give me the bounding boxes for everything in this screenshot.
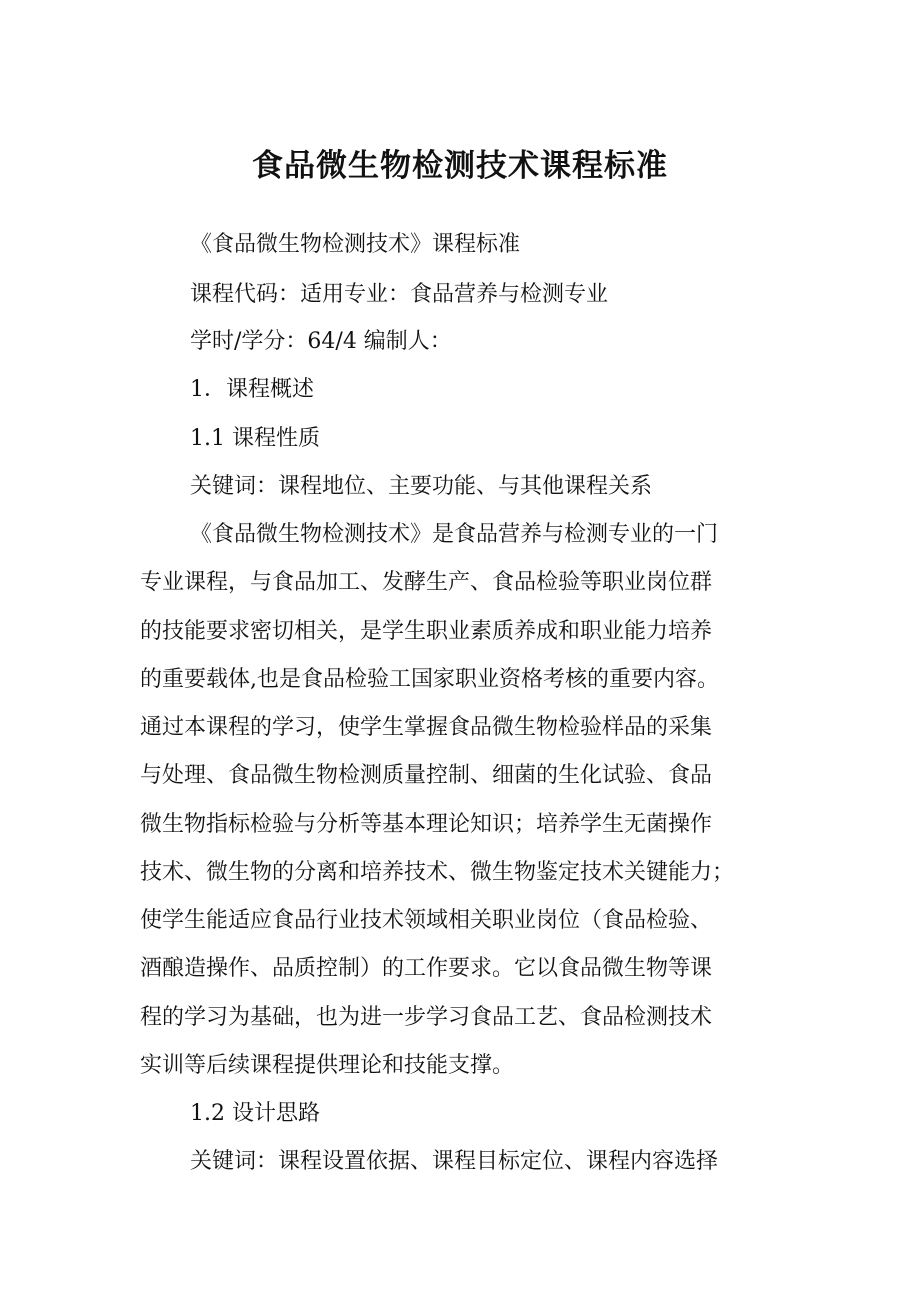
paragraph-line: 酒酿造操作、品质控制）的工作要求。它以食品微生物等课 [140,956,713,981]
keywords-line-1-2: 关键词：课程设置依据、课程目标定位、课程内容选择 [190,1149,719,1174]
paragraph-line: 的重要载体,也是食品检验工国家职业资格考核的重要内容。 [140,667,719,692]
paragraph-line: 使学生能适应食品行业技术领域相关职业岗位（食品检验、 [140,908,713,933]
keywords-line-1-1: 关键词：课程地位、主要功能、与其他课程关系 [190,474,653,499]
paragraph-line: 程的学习为基础，也为进一步学习食品工艺、食品检测技术 [140,1005,713,1030]
course-code-line: 课程代码：适用专业：食品营养与检测专业 [190,282,609,307]
paragraph-line: 微生物指标检验与分析等基本理论知识；培养学生无菌操作 [140,812,713,837]
paragraph-line: 《食品微生物检测技术》是食品营养与检测专业的一门 [190,522,719,547]
paragraph-line: 与处理、食品微生物检测质量控制、细菌的生化试验、食品 [140,763,713,788]
subsection-heading-1-1: 1.1 课程性质 [190,426,320,451]
page-title: 食品微生物检测技术课程标准 [252,148,668,184]
paragraph-line: 通过本课程的学习，使学生掌握食品微生物检验样品的采集 [140,715,713,740]
paragraph-line: 的技能要求密切相关，是学生职业素质养成和职业能力培养 [140,619,713,644]
subsection-heading-1-2: 1.2 设计思路 [190,1101,320,1126]
credits-line: 学时/学分：64/4 编制人： [190,329,452,354]
subtitle-line: 《食品微生物检测技术》课程标准 [190,232,521,257]
paragraph-line: 实训等后续课程提供理论和技能支撑。 [140,1053,515,1078]
paragraph-line: 技术、微生物的分离和培养技术、微生物鉴定技术关键能力； [140,860,735,885]
paragraph-line: 专业课程，与食品加工、发酵生产、食品检验等职业岗位群 [140,570,713,595]
section-heading-1: 1．课程概述 [190,377,314,402]
